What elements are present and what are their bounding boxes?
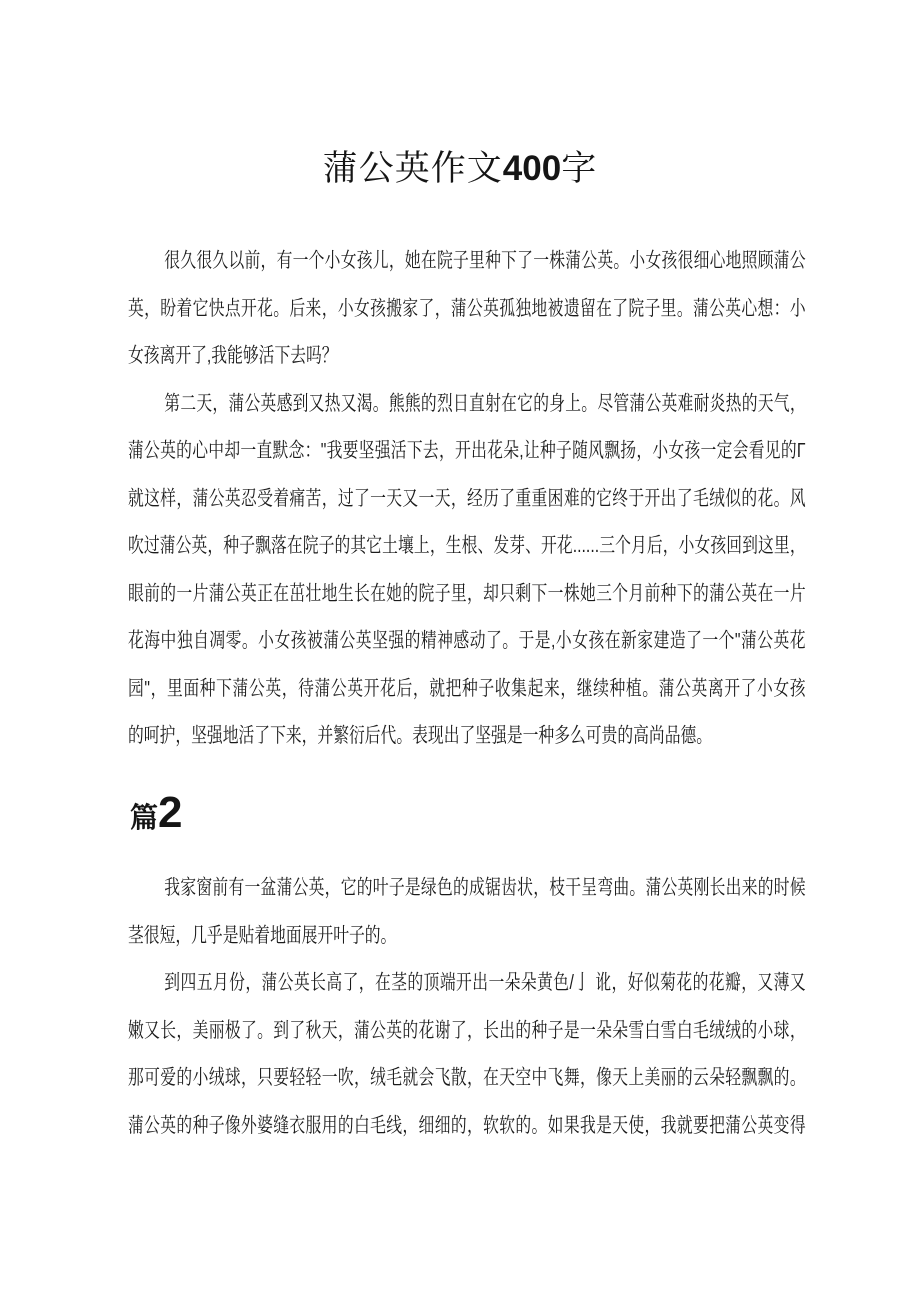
title-suffix: 字: [561, 149, 598, 188]
text-line: 英，盼着它快点开花。后来，小女孩搬家了，蒲公英孤独地被遗留在了院子里。蒲公英心想：小: [128, 296, 806, 320]
text-line: 那可爱的小绒球，只要轻轻一吹，绒毛就会飞散，在天空中飞舞，像天上美丽的云朵轻飘飘的。: [128, 1066, 806, 1089]
text-line: 园"，里面种下蒲公英，待蒲公英开花后，就把种子收集起来，继续种植。蒲公英离开了小女孩: [128, 676, 806, 700]
text-line: 的呵护，坚强地活了下来，并繁衍后代。表现出了坚强是一种多么可贵的高尚品德。: [128, 724, 713, 747]
essay-2-body: [128, 864, 920, 1149]
text-line: 蒲公英的种子像外婆缝衣服用的白毛线，细细的，软软的。如果我是天使，我就要把蒲公英变得: [128, 1113, 806, 1137]
section-heading-label: 篇: [130, 802, 159, 833]
text-line: 花海中独自凋零。小女孩被蒲公英坚强的精神感动了。于是,小女孩在新家建造了一个"蒲公英花: [128, 629, 806, 652]
page-title: [0, 145, 920, 193]
text-line: 眼前的一片蒲公英正在茁壮地生长在她的院子里，却只剩下一株她三个月前种下的蒲公英在一片: [128, 581, 806, 605]
text-line: 很久很久以前，有一个小女孩儿，她在院子里种下了一株蒲公英。小女孩很细心地照顾蒲公: [164, 249, 806, 272]
text-line: 就这样，蒲公英忍受着痛苦，过了一天又一天，经历了重重困难的它终于开出了毛绒似的花。风: [128, 486, 806, 510]
section-heading-2: [130, 788, 183, 840]
essay-paragraph: [128, 380, 920, 760]
title-text: 蒲公英作文: [322, 149, 503, 188]
text-line: 第二天，蒲公英感到又热又渴。熊熊的烈日直射在它的身上。尽管蒲公英难耐炎热的天气，: [164, 391, 806, 415]
text-line: 嫩又长，美丽极了。到了秋天，蒲公英的花谢了，长出的种子是一朵朵雪白雪白毛绒绒的小球，: [128, 1018, 806, 1042]
text-line: 我家窗前有一盆蒲公英，它的叶子是绿色的成锯齿状，枝干呈弯曲。蒲公英刚长出来的时候: [164, 876, 806, 899]
essay-paragraph: [128, 959, 920, 1149]
essay-paragraph: [128, 864, 920, 959]
section-heading-number: 2: [158, 788, 183, 837]
text-line: 吹过蒲公英，种子飘落在院子的其它土壤上，生根、发芽、开花......三个月后，小女孩回到这里，: [128, 534, 806, 557]
title-number: 400: [502, 149, 562, 188]
text-line: 到四五月份，蒲公英长高了，在茎的顶端开出一朵朵黄色/亅 讹，好似菊花的花瓣，又薄又: [164, 971, 806, 994]
text-line: 女孩离开了,我能够活下去吗？: [128, 344, 338, 367]
text-line: 茎很短，几乎是贴着地面展开叶子的。: [128, 923, 397, 947]
text-line: 蒲公英的心中却一直默念："我要坚强活下去，开出花朵,让种子随风飘扬，小女孩一定会看见的Γ: [128, 439, 806, 462]
essay-paragraph: [128, 237, 920, 380]
essay-1-body: [128, 237, 920, 760]
